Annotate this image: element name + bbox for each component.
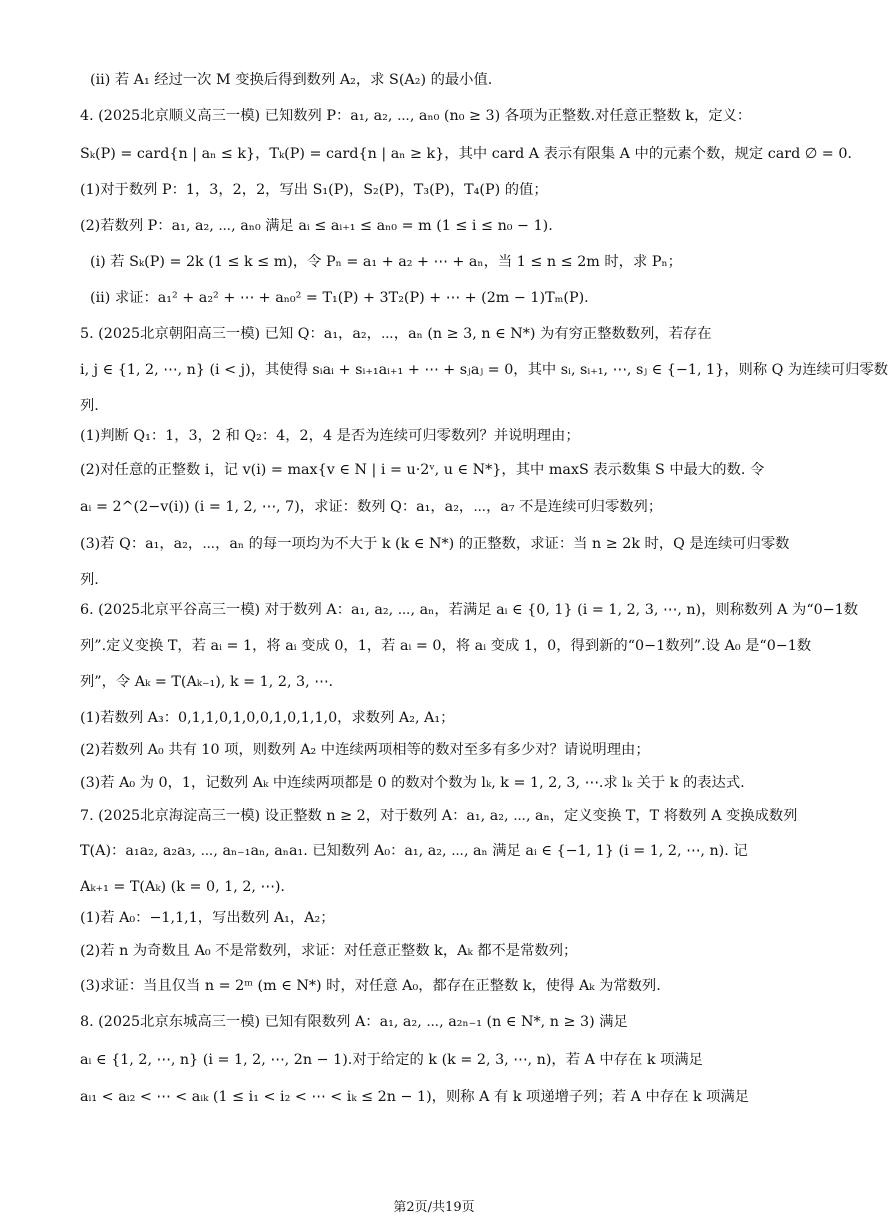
question-4-part-1: (1)对于数列 P：1，3，2，2，写出 S₁(P)，S₂(P)，T₃(P)，T₄(P) 的值；: [80, 182, 548, 198]
question-7-heading: 7. (2025北京海淀高三一模) 设正整数 n ≥ 2，对于数列 A：a₁, a₂, ⋯, aₙ，定义变换 T，T 将数列 A 变换成数列: [80, 808, 798, 824]
text-line-10: 列.: [80, 398, 99, 414]
question-7-part-1: (1)若 A₀：−1,1,1，写出数列 A₁，A₂；: [80, 910, 335, 926]
question-7-part-3: (3)求证：当且仅当 n = 2ᵐ (m ∈ N*) 时，对任意 A₀，都存在正整数 k，使得 Aₖ 为常数列.: [80, 978, 661, 994]
text-line-23: T(A)：a₁a₂, a₂a₃, ⋯, aₙ₋₁aₙ, aₙa₁. 已知数列 A₀：a₁, a₂, ⋯, aₙ 满足 aᵢ ∈ {−1, 1} (i = 1, 2, ⋯, n). 记: [80, 843, 748, 859]
text-line-17: 列”.定义变换 T，若 aᵢ = 1，将 aᵢ 变成 0，1，若 aᵢ = 0，将 aᵢ 变成 1，0，得到新的“0−1数列”.设 A₀ 是“0−1数: [80, 638, 812, 654]
question-5-part-1: (1)判断 Q₁：1，3，2 和 Q₂：4，2，4 是否为连续可归零数列？并说明理由；: [80, 428, 580, 444]
question-8-heading: 8. (2025北京东城高三一模) 已知有限数列 A：a₁, a₂, ⋯, a₂ₙ₋₁ (n ∈ N*, n ≥ 3) 满足: [80, 1014, 628, 1030]
text-line-18: 列”，令 Aₖ = T(Aₖ₋₁), k = 1, 2, 3, ⋯.: [80, 674, 334, 690]
question-4-heading: 4. (2025北京顺义高三一模) 已知数列 P：a₁, a₂, ⋯, aₙ₀ (n₀ ≥ 3) 各项为正整数.对任意正整数 k，定义：: [80, 108, 752, 124]
text-line-9: i, j ∈ {1, 2, ⋯, n} (i < j)，其使得 sᵢaᵢ + sᵢ₊₁aᵢ₊₁ + ⋯ + sⱼaⱼ = 0，其中 sᵢ, sᵢ₊₁, ⋯, sⱼ ∈ {−1, 1}，则称 Q 为连续可归零数: [80, 362, 888, 378]
text-line-1: (ii) 若 A₁ 经过一次 M 变换后得到数列 A₂，求 S(A₂) 的最小值.: [90, 72, 493, 88]
question-6-part-1: (1)若数列 A₃：0,1,1,0,1,0,0,1,0,1,1,0，求数列 A₂, A₁；: [80, 710, 455, 726]
text-line-15: 列.: [80, 572, 99, 588]
question-6-heading: 6. (2025北京平谷高三一模) 对于数列 A：a₁, a₂, ⋯, aₙ，若满足 aᵢ ∈ {0, 1} (i = 1, 2, 3, ⋯, n)，则称数列 A 为“0−1数: [80, 602, 859, 618]
question-4-part-2-ii: (ii) 求证：a₁² + a₂² + ⋯ + aₙ₀² = T₁(P) + 3T₂(P) + ⋯ + (2m − 1)Tₘ(P).: [90, 290, 589, 306]
text-line-29: aᵢ ∈ {1, 2, ⋯, n} (i = 1, 2, ⋯, 2n − 1).对于给定的 k (k = 2, 3, ⋯, n)，若 A 中存在 k 项满足: [80, 1052, 703, 1068]
question-4-part-2: (2)若数列 P：a₁, a₂, ⋯, aₙ₀ 满足 aᵢ ≤ aᵢ₊₁ ≤ aₙ₀ = m (1 ≤ i ≤ n₀ − 1).: [80, 218, 553, 234]
question-6-part-3: (3)若 A₀ 为 0，1，记数列 Aₖ 中连续两项都是 0 的数对个数为 lₖ, k = 1, 2, 3, ⋯.求 lₖ 关于 k 的表达式.: [80, 775, 745, 791]
text-line-13: aᵢ = 2^(2−v(i)) (i = 1, 2, ⋯, 7)，求证：数列 Q：a₁，a₂，⋯，a₇ 不是连续可归零数列；: [80, 499, 663, 515]
text-line-3: Sₖ(P) = card{n | aₙ ≤ k}，Tₖ(P) = card{n | aₙ ≥ k}，其中 card A 表示有限集 A 中的元素个数，规定 card ∅ = 0.: [80, 146, 852, 162]
page-number: 第2页/共19页: [393, 1200, 475, 1215]
text-line-24: Aₖ₊₁ = T(Aₖ) (k = 0, 1, 2, ⋯).: [80, 879, 285, 895]
question-5-heading: 5. (2025北京朝阳高三一模) 已知 Q：a₁，a₂，⋯，aₙ (n ≥ 3, n ∈ N*) 为有穷正整数数列，若存在: [80, 326, 712, 342]
question-5-part-3: (3)若 Q：a₁，a₂，⋯，aₙ 的每一项均为不大于 k (k ∈ N*) 的正整数，求证：当 n ≥ 2k 时，Q 是连续可归零数: [80, 536, 790, 552]
question-4-part-2-i: (i) 若 Sₖ(P) = 2k (1 ≤ k ≤ m)，令 Pₙ = a₁ + a₂ + ⋯ + aₙ，当 1 ≤ n ≤ 2m 时，求 Pₙ；: [90, 254, 682, 270]
question-7-part-2: (2)若 n 为奇数且 A₀ 不是常数列，求证：对任意正整数 k，Aₖ 都不是常数列；: [80, 943, 578, 959]
question-5-part-2: (2)对任意的正整数 i，记 v(i) = max{v ∈ N | i = u·2ᵛ, u ∈ N*}，其中 maxS 表示数集 S 中最大的数. 令: [80, 462, 765, 478]
question-6-part-2: (2)若数列 A₀ 共有 10 项，则数列 A₂ 中连续两项相等的数对至多有多少对？请说明理由；: [80, 742, 650, 758]
text-line-30: aᵢ₁ < aᵢ₂ < ⋯ < aᵢₖ (1 ≤ i₁ < i₂ < ⋯ < iₖ ≤ 2n − 1)，则称 A 有 k 项递增子列；若 A 中存在 k 项满足: [80, 1089, 750, 1105]
